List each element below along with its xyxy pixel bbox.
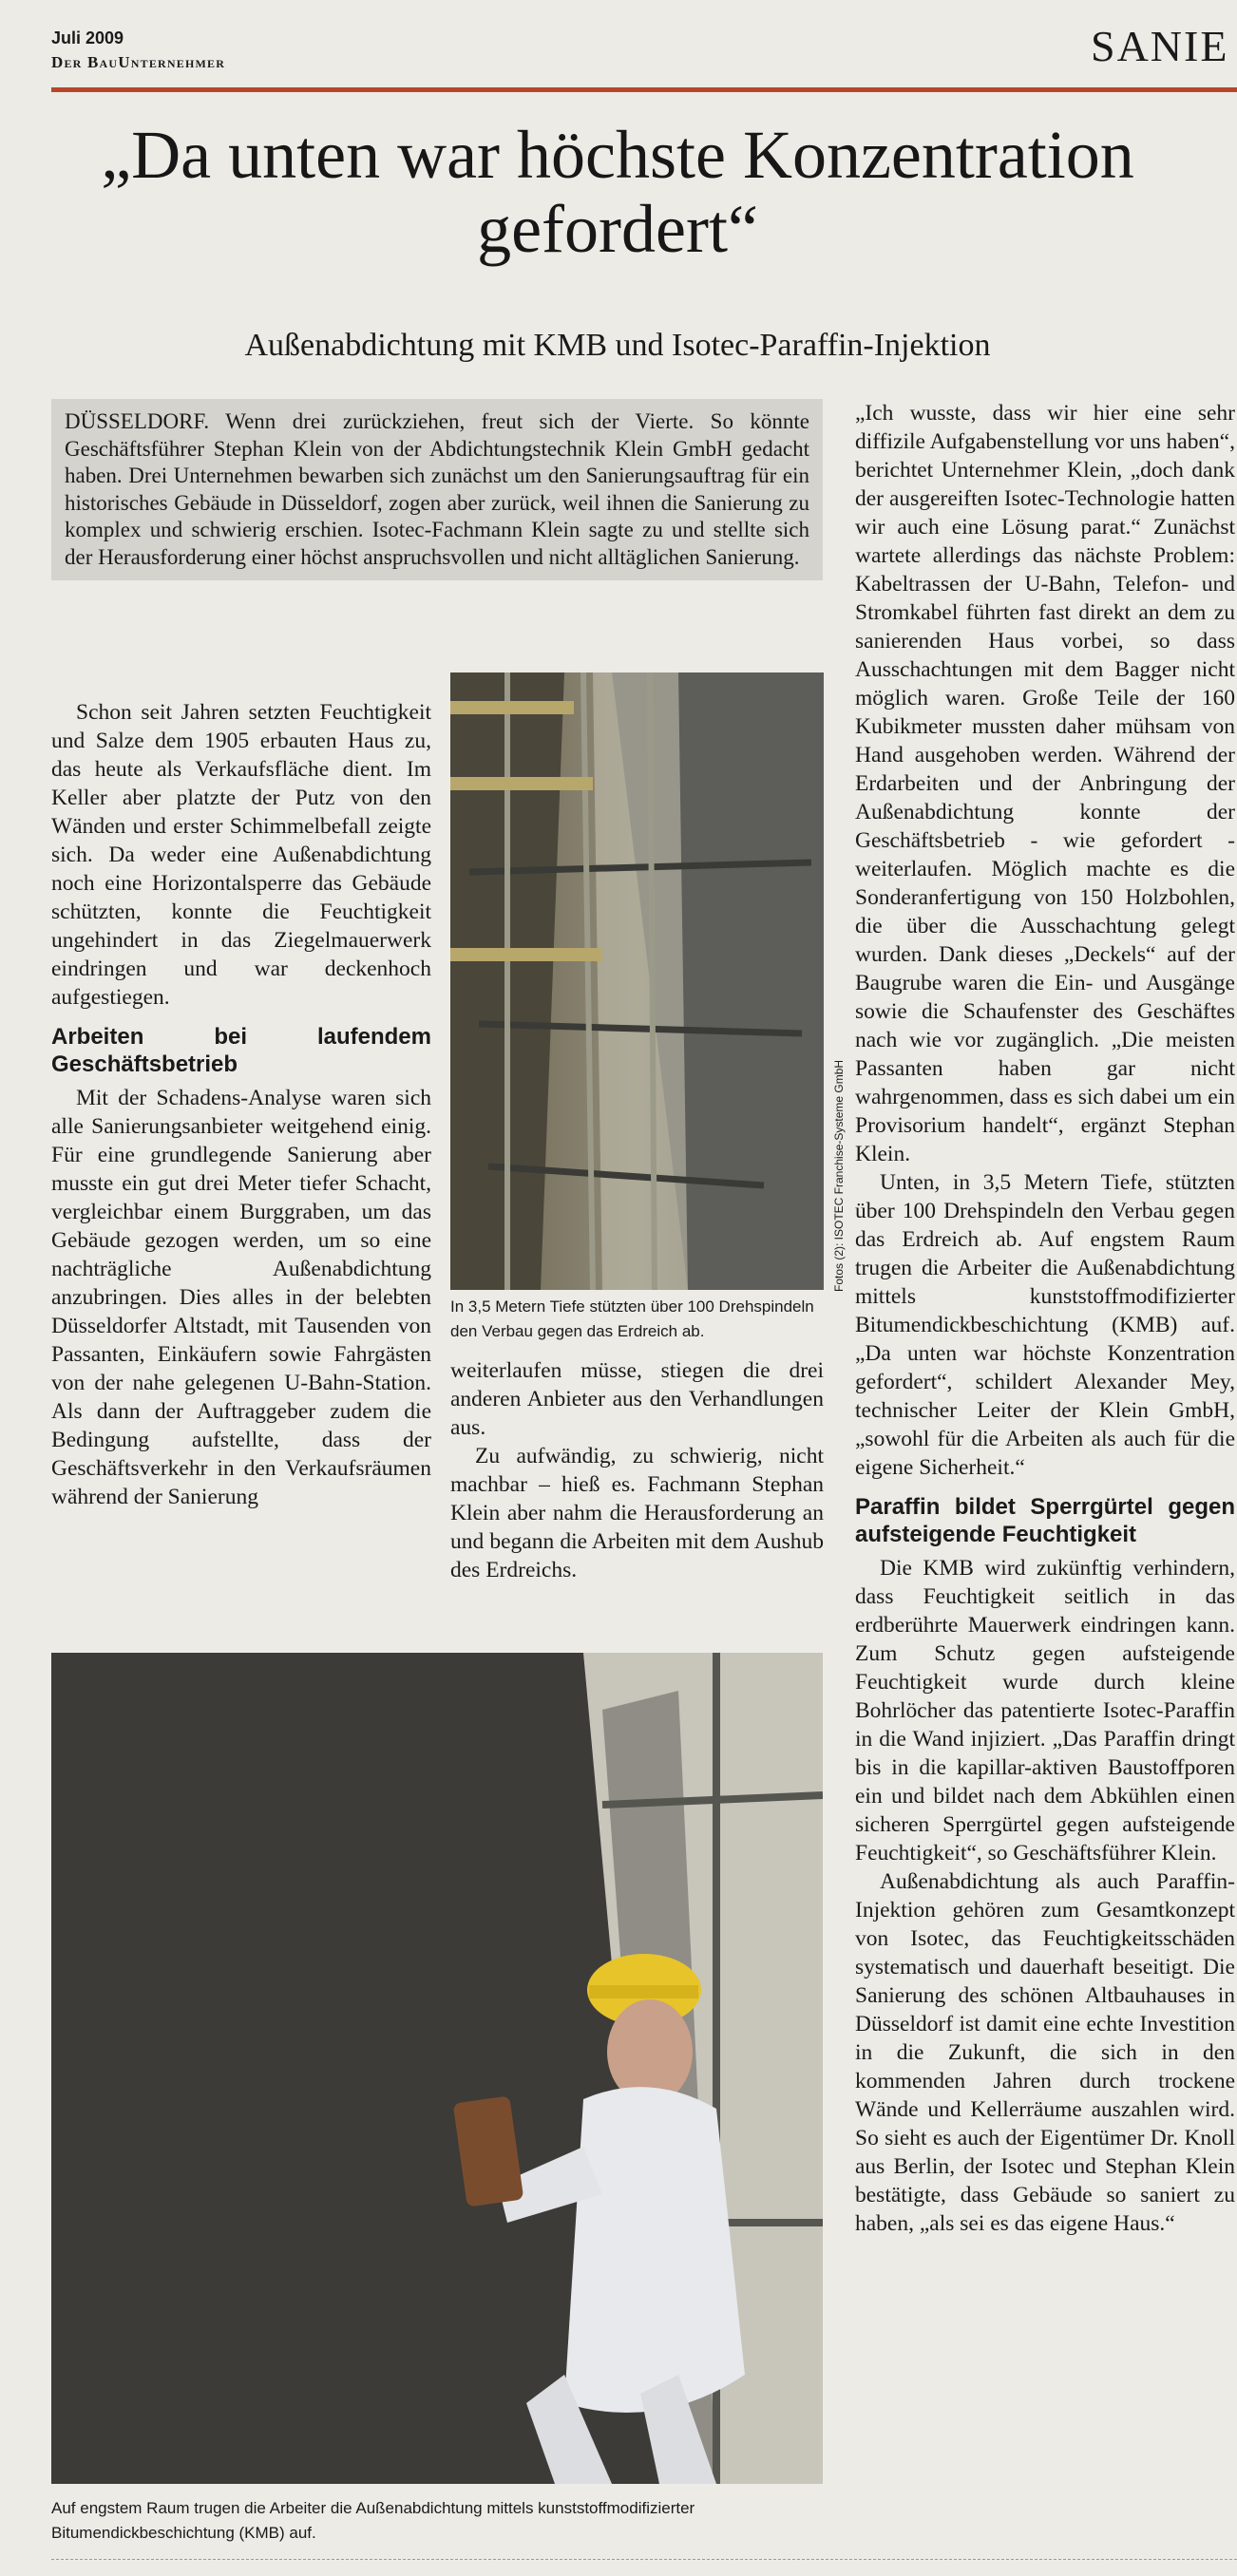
lead-box — [51, 399, 823, 580]
column-2 — [450, 1356, 824, 1584]
photo2-caption: Auf engstem Raum trugen die Arbeiter die Außenabdichtung mittels kunststoffmodifizierter Bitumendickbeschichtung (KMB) auf. — [51, 2499, 695, 2542]
article-headline: „Da unten war höchste Konzentration gefordert“ — [101, 117, 1134, 267]
paragraph: Außenabdichtung als auch Paraffin-Injektion gehören zum Gesamtkonzept von Isotec, das Feuchtigkeitsschäden systematisch und dauerhaft beseitigt. Die Sanierung des schönen Altbauhauses in Düsseldorf ist damit eine echte Investition in die Zukunft, die sich in den kommenden Jahren durch trockene Wände und Kellerräume auszahlen wird. So sieht es auch der Eigentümer Dr. Knoll aus Berlin, der Isotec und Stephan Klein bestätigte, dass Gebäude so saniert zu haben, „als sei es das eigene Haus.“ — [855, 1869, 1235, 2236]
paragraph: Schon seit Jahren setzten Feuchtigkeit und Salze dem 1905 erbauten Haus zu, das heute als Verkaufsfläche dient. Im Keller aber platzte der Putz von den Wänden und erster Schimmelbefall zeigte sich. Da weder eine Außenabdichtung noch eine Horizontalsperre das Gebäude schützten, konnte die Feuchtigkeit ungehindert in das Ziegelmauerwerk eindringen und war deckenhoch aufgestiegen. — [51, 700, 431, 1010]
column-1 — [51, 698, 431, 1511]
section-title: SANIE — [1091, 22, 1229, 70]
paragraph: Mit der Schadens-Analyse waren sich alle Sanierungsanbieter weitgehend einig. Für eine grundlegende Sanierung aber musste ein gut drei Meter tiefer Schacht, vergleichbar einem Burggraben, um das Gebäude gezogen werden, um so eine nachträgliche Außenabdichtung anzubringen. Dies alles in der belebten Düsseldorfer Altstadt, mit Tausenden von Passanten, Einkäufern sowie Fahrgästen von der nahe gelegenen U-Bahn-Station. Als dann der Auftraggeber zudem die Bedingung aufstellte, dass der Geschäftsverkehr in den Verkaufsräumen während der Sanierung — [51, 1086, 431, 1509]
paragraph: Die KMB wird zukünftig verhindern, dass Feuchtigkeit seitlich in das erdberührte Mauerwerk eindringen kann. Zum Schutz gegen aufsteigende Feuchtigkeit wurde durch kleine Bohrlöcher das patentierte Isotec-Paraffin in die Wand injiziert. „Das Paraffin dringt bis in die kapillar-aktiven Baustoffporen ein und bildet nach dem Abkühlen einen sicheren Sperrgürtel gegen aufsteigende Feuchtigkeit“, so Geschäftsführer Klein. — [855, 1556, 1235, 1866]
dateline: DÜSSELDORF. — [65, 409, 210, 433]
paragraph: „Ich wusste, dass wir hier eine sehr diffizile Aufgabenstellung vor uns haben“, berichtet Unternehmer Klein, „doch dank der ausgereiften Isotec-Technologie hatten wir auch eine Lösung parat.“ Zunächst wartete allerdings das nächste Problem: Kabeltrassen der U-Bahn, Telefon- und Stromkabel führten fast direkt an dem zu sanierenden Haus vorbei, so dass Ausschachtungen mit dem Bagger nicht möglich waren. Große Teile der 160 Kubikmeter mussten daher mühsam von Hand ausgehoben werden. Während der Erdarbeiten und der Anbringung der Außenabdichtung konnte der Geschäftsbetrieb - wie gefordert - weiterlaufen. Möglich machte es die Sonderanfertigung von 150 Holzbohlen, die über die Ausschachtung gelegt wurden. Dank dieses „Deckels“ auf der Baugrube waren die Ein- und Ausgänge sowie die Schaufenster des Geschäftes nach wie vor zugänglich. „Die meisten Passanten haben gar nicht wahrgenommen, dass es sich dabei um ein Provisorium handelt“, ergänzt Stephan Klein. — [855, 401, 1235, 1166]
worker-photo — [51, 1653, 823, 2484]
scaffolding-photo — [450, 672, 824, 1290]
photo1-caption: In 3,5 Metern Tiefe stützten über 100 Drehspindeln den Verbau gegen das Erdreich ab. — [450, 1297, 814, 1340]
publication-name: Der BauUnternehmer — [51, 53, 226, 71]
paragraph: Unten, in 3,5 Metern Tiefe, stützten über 100 Drehspindeln den Verbau gegen das Erdreich ab. Auf engstem Raum trugen die Arbeiter die Außenabdichtung mittels kunststoffmodifizierter Bitumendickbeschichtung (KMB) auf. „Da unten war höchste Konzentration gefordert“, schildert Alexander Mey, technischer Leiter der Klein GmbH, „sowohl für die Arbeiten als auch für die eigene Sicherheit.“ — [855, 1170, 1235, 1480]
lead-text: Wenn drei zurückziehen, freut sich der Vierte. So könnte Geschäftsführer Stephan Klein von der Abdichtungstechnik Klein GmbH gedacht haben. Drei Unternehmen bewarben sich zunächst um den Sanierungsauftrag für ein historisches Gebäude in Düsseldorf, zogen aber zurück, weil ihnen die Sanierung zu komplex und schwierig erschien. Isotec-Fachmann Klein sagte zu und stellte sich der Herausforderung einer höchst anspruchsvollen und nicht alltäglichen Sanierung. — [65, 409, 809, 569]
subhead-paraffin: Paraffin bildet Sperrgürtel gegen aufsteigende Feuchtigkeit — [855, 1494, 1235, 1547]
subhead-business: Arbeiten bei laufendem Geschäftsbetrieb — [51, 1024, 431, 1077]
issue-date: Juli 2009 — [51, 28, 124, 47]
paragraph: weiterlaufen müsse, stiegen die drei anderen Anbieter aus den Verhandlungen aus. — [450, 1358, 824, 1440]
article-subheadline: Außenabdichtung mit KMB und Isotec-Paraffin-Injektion — [244, 328, 991, 363]
bottom-divider — [51, 2559, 1237, 2560]
header-rule — [51, 87, 1237, 92]
photo-credit: Fotos (2): ISOTEC Franchise-Systeme GmbH — [832, 1059, 846, 1292]
column-3 — [855, 399, 1235, 2238]
paragraph: Zu aufwändig, zu schwierig, nicht machbar – hieß es. Fachmann Stephan Klein aber nahm die Herausforderung an und begann die Arbeiten mit dem Aushub des Erdreichs. — [450, 1444, 824, 1582]
